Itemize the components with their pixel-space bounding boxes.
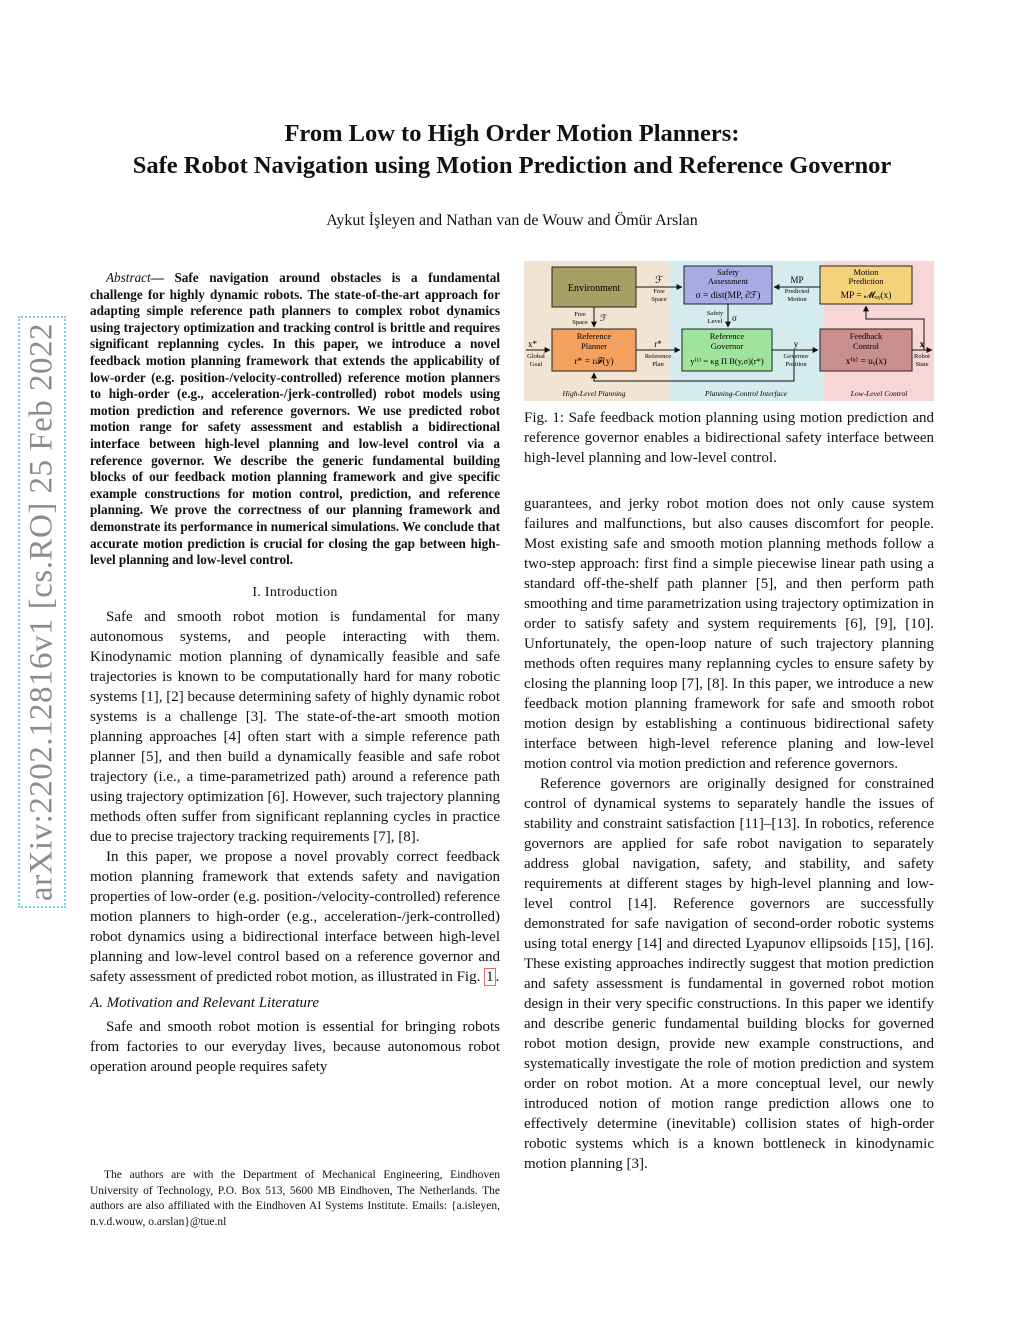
paper-authors: Aykut İşleyen and Nathan van de Wouw and Ömür Arslan: [326, 212, 698, 229]
refplan-title-1: Reference: [576, 331, 612, 341]
lbl-F-top: ℱ: [655, 275, 663, 286]
lbl-sigma: σ: [732, 313, 737, 323]
safety-title-1: Safety: [717, 267, 739, 277]
lbl-goal: Goal: [529, 361, 543, 368]
lbl-safety: Safety: [706, 310, 724, 317]
right-column: [524, 261, 934, 1174]
footnote-text: The authors are with the Department of Mechanical Engineering, Eindhoven University of Technology, P.O. Box 513, 5600 MB Eindhoven, The Netherlands. The authors are also affiliated with the Eindhoven AI Systems Institute. Emails: {a.isleyen, n.v.d.wouw, o.arslan}@tue.nl: [90, 1169, 500, 1228]
right-column-body: [524, 494, 934, 1174]
figure-1-caption: Fig. 1: Safe feedback motion planning using motion prediction and reference governor enables a bidirectional safety interface between high-level planning and low-level control.: [524, 410, 934, 466]
safety-title-2: Assessment: [707, 276, 749, 286]
lbl-motion: Motion: [787, 296, 807, 303]
fb-equation: x⁽ⁿ⁾ = uᵧ(x): [845, 357, 887, 367]
paper-title: [60, 118, 964, 182]
lbl-plan: Plan: [652, 361, 664, 368]
lbl-free-1: Free: [653, 288, 665, 295]
abstract-text: Safe navigation around obstacles is a fundamental challenge for highly dynamic robots. The state-of-the-art approach for adapting simple reference path planners to complex robot dynamics using trajectory optimization and tracking control is brittle and requires significant replanning cycles. In this paper, we introduce a novel feedback motion planning framework that extends the applicability of low-order (e.g. position-/velocity-controlled) reference motion planners to high-order (e.g., acceleration-/jerk-controlled) robot models using motion prediction and reference governors. We use predicted robot motion range for safety assessment and establish a bidirectional interface between high-level planning and low-level control via a reference governor. We describe the generic fundamental building blocks of our feedback motion planning framework and give specific example constructions for motion control, prediction, and reference planning. We prove the correctness of our planning framework and demonstrate its performance in numerical simulations. We conclude that accurate motion prediction is crucial for closing the gap between high-level planning and low-level control.: [90, 270, 500, 568]
figure-1: [524, 261, 934, 401]
fb-title-1: Feedback: [849, 331, 883, 341]
subsection-heading-motivation: A. Motivation and Relevant Literature: [90, 994, 319, 1011]
footnote: [90, 1168, 500, 1230]
right-paragraph-1: guarantees, and jerky robot motion does not only cause system failures and malfunctions, but also causes discomfort for people. Most existing safe and smooth motion planning methods follow a two-step approach: first find a simple piecewise linear path using a standard off-the-shelf path planner [5], and then perform path smoothing and time parametrization using trajectory optimization in order to satisfy safety and system requirements [6], [9], [10]. Unfortunately, the open-loop nature of such trajectory planning methods often requires many replanning cycles to ensure safety by closing the planning loop [7], [8]. In this paper, we introduce a new feedback motion planning framework for safe and smooth robot motion design by establishing a continuous bidirectional safety interface between high-level reference planing and low-level motion control via motion prediction and reference governors.: [524, 496, 934, 772]
lbl-xstar: x*: [528, 339, 537, 349]
arxiv-sidebar: [18, 316, 66, 908]
refgov-title-2: Governor: [710, 341, 744, 351]
lbl-space-2: Space: [572, 319, 588, 326]
lbl-x: x: [919, 339, 925, 349]
figure-1-link[interactable]: 1: [486, 968, 494, 985]
intro-paragraph-1: Safe and smooth robot motion is fundamental for many autonomous systems, and people interacting with them. Kinodynamic motion planning of dynamically feasible and safe trajectories is known to be computationally hard for many robotic systems [1], [2] because determining safety of highly dynamic robot systems is a challenge [3]. The state-of-the-art smooth motion planning approaches [4] often start with a simple reference path planner [5], and then build a dynamically feasible and safe robot trajectory (i.e., a time-parametrized path) around a reference path using trajectory optimization [6]. However, such trajectory planning methods often suffer from significant replanning cycles in practice due to precise trajectory tracking requirements [7], [8].: [90, 608, 500, 845]
refplan-equation: r* = r𝓕(y): [574, 357, 614, 367]
lbl-robot: Robot: [914, 353, 930, 360]
abstract: Abstract— Safe navigation around obstacles is a fundamental challenge for highly dynamic robots. The state-of-the-art approach for adapting simple reference path planners to complex robot dynamics using trajectory optimization and tracking control is brittle and requires significant replanning cycles. In this paper, we introduce a novel feedback motion planning framework that extends the applicability of low-order (e.g. position-/velocity-controlled) reference motion planners to high-order (e.g., acceleration-/jerk-controlled) robot models using motion prediction and reference governors. We use predicted robot motion range for safety assessment and establish a bidirectional interface between high-level planning and low-level control via a reference governor. We describe the generic fundamental building blocks of our feedback motion planning framework and give specific example constructions for motion control, prediction, and reference planning. We prove the correctness of our planning framework and demonstrate its performance in numerical simulations. We conclude that accurate motion prediction is crucial for closing the gap between high-level planning and low-level control.: [90, 270, 500, 568]
lbl-position: Position: [785, 361, 807, 368]
mp-title-1: Motion: [853, 267, 879, 277]
lbl-global: Global: [527, 353, 545, 360]
section-heading-introduction: I. Introduction: [252, 584, 338, 600]
lbl-F-left: ℱ: [600, 313, 608, 323]
lbl-space-1: Space: [651, 296, 667, 303]
refgov-equation: y⁽¹⁾ = κg Π B(y,σ)(r*): [690, 356, 764, 366]
lbl-level: Level: [707, 318, 723, 325]
title-line-1: From Low to High Order Motion Planners:: [284, 120, 740, 147]
zone-mid-label: Planning-Control Interface: [704, 389, 788, 398]
arxiv-id: arXiv:2202.12816v1 [cs.RO] 25 Feb 2022: [23, 322, 60, 902]
fb-title-2: Control: [853, 341, 879, 351]
title-line-2: Safe Robot Navigation using Motion Prediction and Reference Governor: [132, 152, 892, 179]
lbl-predicted: Predicted: [784, 288, 810, 295]
refgov-title-1: Reference: [709, 331, 745, 341]
lbl-state: State: [915, 361, 929, 368]
right-paragraph-2: Reference governors are originally designed for constrained control of dynamical systems to separately handle the issues of stability and constraint satisfaction [11]–[13]. In robotics, reference governors are applied for safe robot navigation to separately address global navigation, safety, and stability, and safety requirements at different stages by high-level planning and low-level control [14]. Reference governors are successfully demonstrated for safe navigation of second-order robotic systems using total energy [14] and directed Lyapunov ellipsoids [15], [16]. These existing approaches indirectly suggest that motion prediction and safety assessment is fundamental in governed robot motion design in their very specific constructions. In this paper we identify and describe generic fundamental building blocks for governed robot motion design, provide new example constructions, and systematically investigate the role of motion prediction and system order on robot motion. At a more conceptual level, our newly introduced notion of motion range prediction allows one to effectively determine (inevitable) collision states of high-order robotic systems which is a known bottleneck in kinodynamic motion planning [3].: [524, 776, 934, 1172]
intro-paragraph-3: Safe and smooth robot motion is essential for bringing robots from factories to our everyday lives, because autonomous robot operation around people requires safety: [90, 1018, 500, 1075]
lbl-y: y: [793, 339, 799, 349]
environment-label: Environment: [567, 283, 621, 294]
zone-high-label: High-Level Planning: [562, 389, 626, 398]
safety-equation: σ = dist(MP, ∂ℱ): [695, 291, 761, 301]
left-column: [90, 270, 500, 1077]
abstract-label: Abstract: [106, 270, 151, 285]
mp-equation: MP = 𝓜ᵤᵧ(x): [840, 291, 892, 301]
zone-low-label: Low-Level Control: [850, 389, 908, 398]
lbl-rstar: r*: [654, 339, 662, 349]
figure-1-diagram: [524, 261, 934, 401]
lbl-free-2: Free: [574, 311, 586, 318]
mp-title-2: Prediction: [848, 276, 884, 286]
intro-paragraph-2: In this paper, we propose a novel provably correct feedback motion planning framework that extends safety and navigation properties of low-order (e.g. position-/velocity-controlled) reference motion planners to high-order (e.g., acceleration-/jerk-controlled) robot dynamics using a bidirectional interface between high-level planning and low-level control based on a reference governor and safety assessment of predicted robot motion, as illustrated in Fig. 1 .: [90, 848, 500, 985]
lbl-reference: Reference: [644, 353, 672, 360]
refplan-title-2: Planner: [581, 341, 607, 351]
lbl-governor: Governor: [783, 353, 809, 360]
lbl-mp: MP: [790, 275, 804, 285]
